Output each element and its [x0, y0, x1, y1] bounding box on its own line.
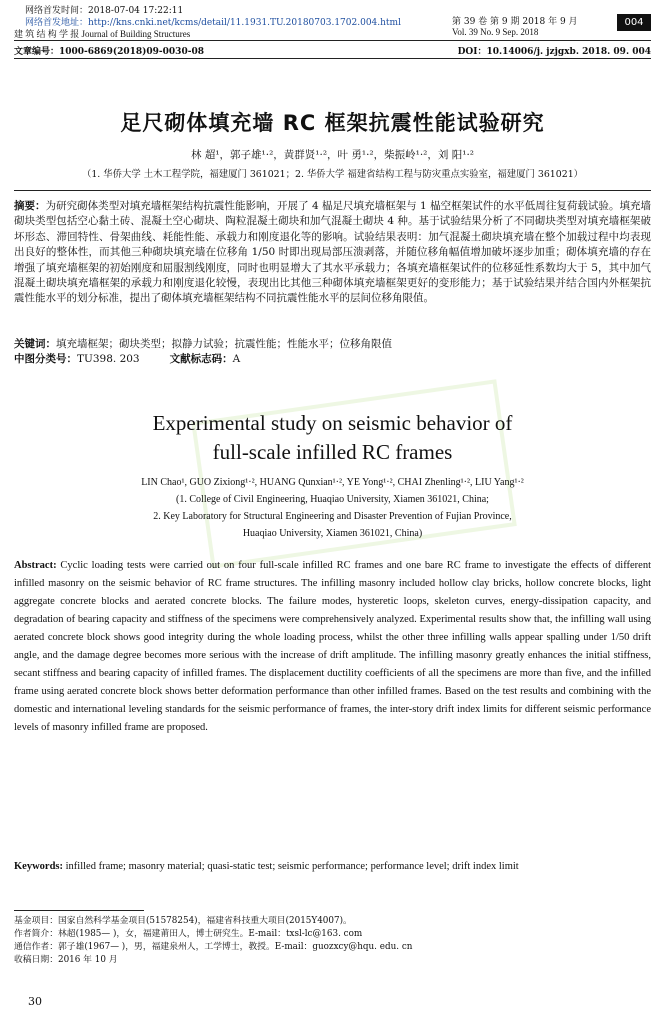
online-first-time: 网络首发时间：2018-07-04 17:22:11 — [25, 6, 184, 16]
volume-info-zh: 第 39 卷 第 9 期 2018 年 9 月 — [452, 17, 578, 27]
footnote-rule — [14, 910, 144, 911]
footnote-received: 收稿日期：2016 年 10 月 — [14, 955, 118, 965]
page-number: 30 — [28, 995, 42, 1008]
doi: DOI：10.14006/j. jzjgxb. 2018. 09. 004 — [457, 47, 651, 57]
keywords-zh-text: 填充墙框架；砌块类型；拟静力试验；抗震性能；性能水平；位移角限值 — [56, 338, 392, 350]
abstract-en — [14, 557, 651, 737]
classification — [14, 352, 651, 367]
authors-zh: 林 超¹，郭子雄¹·²，黄群贤¹·²，叶 勇¹·²，柴振岭¹·²，刘 阳¹·² — [190, 149, 474, 161]
article-number: 文章编号：1000-6869(2018)09-0030-08 — [14, 47, 204, 57]
abstract-zh — [14, 199, 651, 307]
title-en-line1: Experimental study on seismic behavior of — [152, 411, 513, 435]
abstract-zh-text: 为研究砌体类型对填充墙框架结构抗震性能影响，开展了 4 榀足尺填充墙框架与 1 榀空框架试件的水平低周往复荷载试验。填充墙砌块类型包括空心黏土砖、混凝土空心砌块、陶粒混凝土砌块和加气混凝土砌块 4 种。基于试验结果分析了不同砌块类型对填充墙框架破坏形态、滞回特性、骨架曲线、耗能性能、承载力和刚度退化等的影响。试验结果表明：加气混凝土砌块填充墙在整个加载过程中均表现出良好的整体性，而其他三种砌块填充墙在位移角 1/50 时即出现局部压溃剥落，并随位移角幅值增加破坏逐步加重；砌体填充墙的存在增强了填充墙框架的初始刚度和屈服割线刚度，同时也明显增大了其水平承载力；各填充墙框架试件的位移延性系数均大于 5，其中加气混凝土砌块填充墙框架的承载力和刚度退化较慢，表现出比其他三种砌体填充墙框架更好的变形能力；基于试验结果并结合国内外框架抗震性能水平的划分标准，提出了砌体填充墙框架结构不同抗震性能水平的层间位移角限值。 — [14, 200, 652, 305]
online-first-url[interactable]: 网络首发地址：http://kns.cnki.net/kcms/detail/11.1931.TU.20180703.1702.004.html — [25, 18, 401, 28]
abstract-en-text: Cyclic loading tests were carried out on four full-scale infilled RC frames and one bare RC frame to investigate the effects of different infilled masonry on the seismic behavior of RC frame structures. The infilling masonry included hollow clay bricks, hollow concrete blocks, light aggregate concrete blocks and aerated concrete blocks. The failure modes, hysteretic loops, skeleton curves, energy-dissipation capacity, and degradation of bearing capacity and stiffness of the specimens were comprehensively analyzed. Experimental results show that, the infilling wall using aerated concrete block shows good integrity during the whole loading process, whilst the other three infilling walls appear spalling under 1/50 drift angle, and the damage degree becomes more serious with the increase of drift amplitude. The infilling masonry greatly enhances the initial stiffness, secant stiffness and bearing capacity of infilled frames. The displacement ductility coefficients of all the specimens are more than five, and the infilled frame using aerated concrete block shows better deformation performance than other infilled frames. Based on the test results and combining with the domestic and international leveling standards for the seismic performance of frames, the inter-story drift index limits for different seismic performance levels of masonry infilled frame are proposed. — [14, 560, 652, 733]
keywords-en-text: infilled frame; masonry material; quasi-static test; seismic performance; performance level; drift index limit — [65, 861, 519, 872]
affiliation-zh: （1. 华侨大学 土木工程学院，福建厦门 361021；2. 华侨大学 福建省结构工程与防灾重点实验室，福建厦门 361021） — [81, 169, 584, 180]
abstract-en-label: Abstract: — [14, 560, 57, 571]
header-rule — [14, 40, 651, 41]
title-en-line2: full-scale infilled RC frames — [212, 440, 453, 464]
doc-code-label: 文献标志码： — [169, 353, 233, 365]
volume-info-en: Vol. 39 No. 9 Sep. 2018 — [452, 27, 539, 37]
title-zh: 足尺砌体填充墙 RC 框架抗震性能试验研究 — [120, 111, 545, 135]
keywords-en-label: Keywords: — [14, 861, 63, 872]
authors-en: LIN Chao¹, GUO Zixiong¹·², HUANG Qunxian¹·², YE Yong¹·², CHAI Zhenling¹·², LIU Yang¹·² — [141, 477, 524, 488]
abstract-zh-label: 摘要： — [14, 200, 46, 212]
journal-name: 建 筑 结 构 学 报 Journal of Building Structures — [14, 29, 191, 39]
clc-value: TU398. 203 — [77, 353, 140, 365]
affiliation-en-1: (1. College of Civil Engineering, Huaqiao University, Xiamen 361021, China; — [176, 494, 489, 505]
keywords-en — [14, 858, 651, 876]
cnki-watermark — [191, 379, 517, 568]
clc-label: 中图分类号： — [14, 353, 77, 365]
footnote-author: 作者简介：林超(1985— )，女，福建莆田人，博士研究生。E-mail：txsl-lc@163. com — [14, 929, 363, 939]
article-badge: 004 — [617, 14, 651, 31]
keywords-zh — [14, 337, 651, 352]
keywords-zh-label: 关键词： — [14, 338, 56, 350]
affiliation-en-3: Huaqiao University, Xiamen 361021, China) — [242, 528, 423, 539]
header-rule-2 — [14, 58, 651, 59]
footnote-funding: 基金项目：国家自然科学基金项目(51578254)，福建省科技重大项目(2015Y4007)。 — [14, 916, 352, 926]
footnote-correspondence: 通信作者：郭子雄(1967— )，男，福建泉州人，工学博士，教授。E-mail：guozxcy@hqu. edu. cn — [14, 942, 413, 952]
doc-code-value: A — [232, 353, 241, 365]
title-rule — [14, 190, 651, 191]
affiliation-en-2: 2. Key Laboratory for Structural Engineering and Disaster Prevention of Fujian Province, — [153, 511, 512, 522]
